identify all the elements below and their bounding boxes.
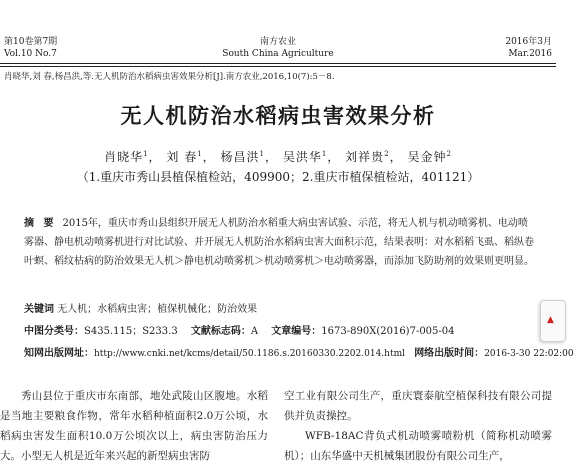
volume-cn: 第10卷第7期 — [4, 37, 58, 47]
author: 吴金钟$^2$ — [407, 150, 452, 164]
body-paragraph: WFB-18AC背负式机动喷雾喷粉机（简称机动喷雾机）；山东华盛中天机械集团股份有限公司生产， — [284, 430, 552, 462]
body-column-right — [284, 386, 552, 466]
date-en: Mar.2016 — [508, 49, 552, 59]
author: 吴洪华$^1$ — [282, 150, 328, 164]
body-column-left — [0, 386, 268, 466]
journal-name-en: South China Agriculture — [222, 49, 334, 59]
header-rule-thick — [0, 63, 556, 64]
doc-code-label: 文献标志码： — [190, 326, 251, 337]
keywords — [24, 300, 544, 315]
author-list: 肖晓华$^1$， 刘 春$^1$， 杨昌洪$^1$， 吴洪华$^1$， 刘祥贵$^2$， 吴金钟$^2$ — [104, 150, 452, 164]
author: 刘 春$^1$ — [166, 150, 203, 164]
clc-label: 中图分类号： — [24, 326, 84, 337]
issue-date — [505, 36, 552, 60]
abstract-label: 摘 要 — [24, 218, 57, 229]
header-rule-thin — [0, 66, 556, 67]
citation-line: 肖晓华,刘 春,杨昌洪,等.无人机防治水稻病虫害效果分析[J].南方农业,2016,10(7):5－8. — [4, 72, 335, 82]
body-paragraph: 秀山县位于重庆市东南部，地处武陵山区腹地。水稻是当地主要粮食作物，常年水稻种植面积2.0万公顷，水稻病虫害发生面积10.0万公顷次以上，病虫害防治压力大。小型无人机是近年来兴起的新型病虫害防 — [0, 390, 268, 462]
abstract-text: 2015年，重庆市秀山县组织开展无人机防治水稻重大病虫害试验、示范，将无人机与机动喷雾机、电动喷雾器、静电机动喷雾机进行对比试验、并开展无人机防治水稻病虫害大面积示范，结果表明：对水稻稻飞虱、稻纵卷叶螟、稻纹枯病的防治效果无人机＞静电机动喷雾机＞机动喷雾机＞电动喷雾器，而添加飞防助剂的效果则更明显。 — [24, 218, 534, 267]
keywords-label: 关键词 — [24, 304, 54, 315]
article-no-label: 文章编号： — [271, 326, 322, 337]
article-no-value: 1673-890X(2016)7-005-04 — [321, 326, 455, 337]
body-paragraph: 空工业有限公司生产，重庆寰泰航空植保科技有限公司提供并负责操控。 — [284, 390, 552, 422]
caret-up-icon: ▲ — [547, 315, 554, 325]
clc-value: S435.115；S233.3 — [84, 326, 178, 337]
online-url[interactable]: http://www.cnki.net/kcms/detail/50.1186.s.20160330.2202.014.html — [94, 349, 405, 359]
affiliations: （1.重庆市秀山县植保植检站，409900；2.重庆市植保植检站，401121） — [76, 170, 480, 184]
journal-name — [4, 36, 552, 60]
abstract — [24, 214, 534, 271]
author: 杨昌洪$^1$ — [220, 150, 265, 164]
keywords-text: 无人机；水稻病虫害；植保机械化；防治效果 — [57, 304, 258, 315]
online-time-label: 网络出版时间： — [414, 348, 485, 359]
volume-en: Vol.10 No.7 — [4, 49, 57, 59]
classification-line — [24, 322, 544, 337]
doc-code-value: A — [250, 326, 259, 337]
journal-name-cn: 南方农业 — [259, 37, 296, 47]
side-toolbar-tab[interactable] — [540, 300, 566, 342]
online-url-label: 知网出版网址： — [24, 348, 94, 359]
online-publication-line — [24, 344, 574, 359]
author: 肖晓华$^1$ — [104, 150, 149, 164]
online-time: 2016-3-30 22:02:00 — [484, 349, 574, 359]
date-cn: 2016年3月 — [505, 37, 552, 47]
paper-title: 无人机防治水稻病虫害效果分析 — [120, 104, 436, 128]
author: 刘祥贵$^2$ — [345, 150, 390, 164]
